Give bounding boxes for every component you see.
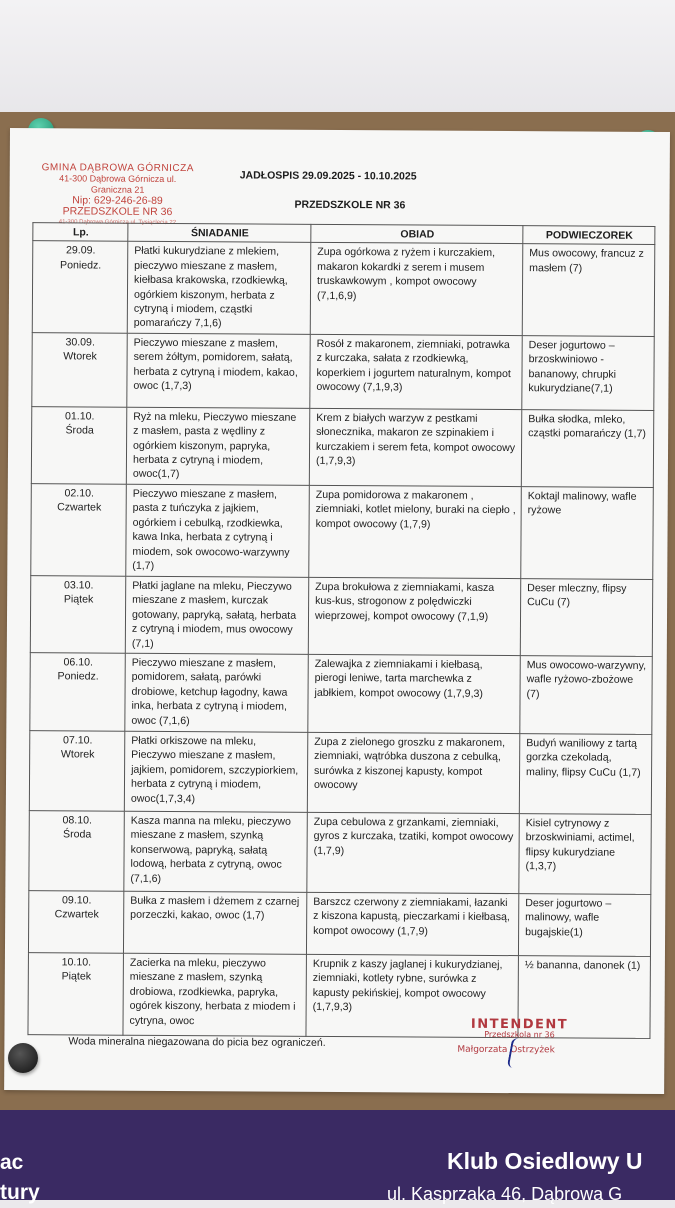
menu-subtitle: PRZEDSZKOLE NR 36 <box>294 198 406 212</box>
snack-cell: Mus owocowo-warzywny, wafle ryżowo-zbożowe (7) <box>520 656 652 735</box>
snack-cell: Bułka słodka, mleko, cząstki pomarańczy (1,7) <box>521 409 653 487</box>
day-date: 07.10. <box>62 734 93 747</box>
top-paper <box>0 0 675 112</box>
stamp-name: Małgorzata Ostrzyżek <box>457 1044 555 1056</box>
column-header-breakfast: ŚNIADANIE <box>128 223 311 243</box>
lunch-cell: Zupa z zielonego groszku z makaronem, ziemniaki, wątróbka duszona z cebulką, surówka z kiszonej kapusty, kompot owocowy <box>307 732 519 813</box>
column-header-snack: PODWIECZOREK <box>523 226 655 245</box>
school-stamp <box>37 162 197 229</box>
snack-cell: Deser mleczny, flipsy CuCu (7) <box>520 579 652 657</box>
day-date: 09.10. <box>62 894 92 907</box>
day-cell <box>31 484 127 577</box>
snack-cell: Koktajl malinowy, wafle ryżowe <box>521 487 654 580</box>
day-weekday: Poniedz. <box>60 259 102 272</box>
day-weekday: Czwartek <box>54 908 99 921</box>
stamp-line: PRZEDSZKOLE NR 36 <box>62 205 173 218</box>
banner-left-line: ac <box>0 1151 24 1174</box>
table-row <box>32 241 655 336</box>
day-date: 01.10. <box>64 410 95 423</box>
signature <box>507 1038 532 1071</box>
day-weekday: Wtorek <box>63 350 97 363</box>
breakfast-cell: Płatki orkiszowe na mleku, Pieczywo mieszane z masłem, jajkiem, pomidorem, szczypiorkiem, herbata z cytryną i miodem, owoc(1,7,3,4) <box>124 731 307 812</box>
day-date: 30.09. <box>65 336 95 349</box>
day-date: 29.09. <box>65 244 96 257</box>
breakfast-cell: Płatki jaglane na mleku, Pieczywo mieszane z masłem, kurczak gotowany, papryką, sałatą, herbata z cytryną i miodem, mus owocowy (7,1) <box>125 576 308 654</box>
table-row <box>31 406 653 487</box>
column-header-lunch: OBIAD <box>311 224 523 244</box>
table-row <box>29 731 651 815</box>
stamp-line: Nip: 629-246-26-89 <box>72 194 163 207</box>
lunch-cell: Zupa pomidorowa z makaronem , ziemniaki, kotlet mielony, buraki na ciepło , kompot owocowy (1,7,9) <box>309 485 522 578</box>
breakfast-cell: Pieczywo mieszane z masłem, serem żółtym, pomidorem, sałatą, herbata z cytryną i miodem, kakao, owoc (1,7,3) <box>127 333 310 408</box>
breakfast-cell: Kasza manna na mleku, pieczywo mieszane z masłem, szynką konserwową, papryką, sałatą lodową, herbata z cytryną, owoc (7,1,6) <box>124 811 307 892</box>
breakfast-cell: Pieczywo mieszane z masłem, pomidorem, sałatą, parówki drobiowe, ketchup łagodny, kawa inka, herbata z cytryną i miodem, owoc (7,1,6) <box>125 653 308 732</box>
table-row <box>30 576 652 657</box>
breakfast-cell: Płatki kukurydziane z mlekiem, pieczywo mieszane z masłem, kiełbasa krakowska, rzodkiewką, ogórkiem kiszonym, herbata z cytryną i miodem, cząstki pomarańczy 7,1,6) <box>127 242 311 335</box>
banner-address: ul. Kasprzaka 46, Dąbrowa G <box>387 1184 623 1204</box>
day-cell <box>32 241 128 333</box>
lunch-cell: Krem z białych warzyw z pestkami słonecznika, makaron ze szpinakiem i kurczakiem i serem feta, kompot owocowy (1,7,9,3) <box>309 408 521 486</box>
day-cell <box>28 953 123 1036</box>
stamp-line: 41-300 Dąbrowa Górnicza ul. Tysiąclecia 22 <box>58 219 177 227</box>
lunch-cell: Zupa cebulowa z grzankami, ziemniaki, gyros z kurczaka, tzatiki, kompot owocowy (1,7,9) <box>307 812 519 893</box>
day-cell <box>28 891 123 954</box>
day-weekday: Piątek <box>61 970 92 983</box>
day-cell <box>29 731 124 812</box>
snack-cell: ½ bananna, danonek (1) <box>518 956 650 1039</box>
footer-note: Woda mineralna niegazowana do picia bez ograniczeń. <box>68 1035 326 1049</box>
banner-title: Klub Osiedlowy U <box>447 1148 643 1174</box>
club-banner <box>0 1110 675 1204</box>
lunch-cell: Zupa ogórkowa z ryżem i kurczakiem, makaron kokardki z serem i musem truskawkowym , kompot owocowy (7,1,6,9) <box>310 243 523 336</box>
table-row <box>32 332 654 410</box>
day-cell <box>30 576 125 654</box>
stamp-line: 41-300 Dąbrowa Górnicza ul. Graniczna 21 <box>59 173 177 195</box>
day-weekday: Czwartek <box>57 501 102 514</box>
menu-title: JADŁOSPIS 29.09.2025 - 10.10.2025 <box>239 169 417 183</box>
stamp-line: GMINA DĄBROWA GÓRNICZA <box>41 162 194 175</box>
day-date: 02.10. <box>64 487 95 500</box>
lunch-cell: Zupa brokułowa z ziemniakami, kasza kus-kus, strogonow z polędwiczki wieprzowej, kompot owocowy (7,1,9) <box>308 577 520 655</box>
snack-cell: Budyń waniliowy z tartą gorzka czekoladą, maliny, flipsy CuCu (1,7) <box>519 734 651 815</box>
pushpin-icon <box>8 1043 38 1073</box>
table-row <box>28 891 650 957</box>
lunch-cell: Rosół z makaronem, ziemniaki, potrawka z kurczaka, sałata z rzodkiewką, koperkiem i jogurtem naturalnym, kompot owocowy (7,1,9,3) <box>310 334 522 409</box>
day-weekday: Poniedz. <box>57 670 99 683</box>
snack-cell: Mus owocowy, francuz z masłem (7) <box>522 244 655 336</box>
day-cell <box>30 653 125 732</box>
lunch-cell: Barszcz czerwony z ziemniakami, łazanki z kiszona kapustą, pieczarkami i kiełbasą, kompot owocowy (1,7,9) <box>306 892 518 955</box>
stamp-title: INTENDENT <box>470 1016 569 1033</box>
table-row <box>30 653 652 735</box>
day-weekday: Środa <box>65 424 94 437</box>
day-weekday: Piątek <box>63 593 94 606</box>
banner-left-text <box>0 1148 40 1208</box>
day-date: 06.10. <box>63 656 94 669</box>
day-date: 08.10. <box>62 814 93 827</box>
day-cell <box>31 406 126 484</box>
day-date: 10.10. <box>61 956 92 969</box>
lunch-cell: Zalewajka z ziemniakami i kiełbasą, pierogi leniwe, tarta marchewka z jabłkiem, kompot owocowy (1,7,9,3) <box>308 654 520 733</box>
breakfast-cell: Bułka z masłem i dżemem z czarnej porzeczki, kakao, owoc (1,7) <box>123 891 306 954</box>
menu-table <box>27 222 655 1039</box>
snack-cell: Kisiel cytrynowy z brzoskwiniami, actimel, flipsy kukurydziane (1,3,7) <box>519 814 651 895</box>
day-cell <box>29 811 124 892</box>
breakfast-cell: Zacierka na mleku, pieczywo mieszane z masłem, szynką drobiowa, rzodkiewka, papryka, ogórek kiszony, herbata z miodem i cytryna, owoc <box>123 953 306 1036</box>
banner-left-line: tury <box>0 1181 40 1204</box>
column-header-lp: Lp. <box>33 223 128 242</box>
day-date: 03.10. <box>63 579 94 592</box>
day-weekday: Środa <box>63 828 92 841</box>
stamp-subtitle: Przedszkola nr 36 <box>484 1029 555 1040</box>
menu-sheet <box>4 128 670 1094</box>
snack-cell: Deser jogurtowo – brzoskwiniowo - bananowy, chrupki kukurydziane(7,1) <box>522 335 654 410</box>
day-cell <box>32 332 127 407</box>
table-row <box>29 811 651 895</box>
breakfast-cell: Pieczywo mieszane z masłem, pasta z tuńczyka z jajkiem, ogórkiem i cebulką, rzodkiewka, kawa Inka, herbata z cytryną i miodem, sok owocowo-warzywny (1,7) <box>126 484 310 577</box>
day-weekday: Wtorek <box>60 748 95 761</box>
lunch-cell: Krupnik z kaszy jaglanej i kukurydzianej, ziemniaki, kotlety rybne, surówka z kapusty pekińskiej, kompot owocowy (1,7,9,3) <box>306 954 518 1037</box>
breakfast-cell: Ryż na mleku, Pieczywo mieszane z masłem, pasta z wędliny z ogórkiem kiszonym, papryka, herbata z cytryną i miodem, owoc(1,7) <box>126 407 309 485</box>
table-row <box>31 484 654 580</box>
snack-cell: Deser jogurtowo – malinowy, wafle bugajskie(1) <box>518 894 650 957</box>
